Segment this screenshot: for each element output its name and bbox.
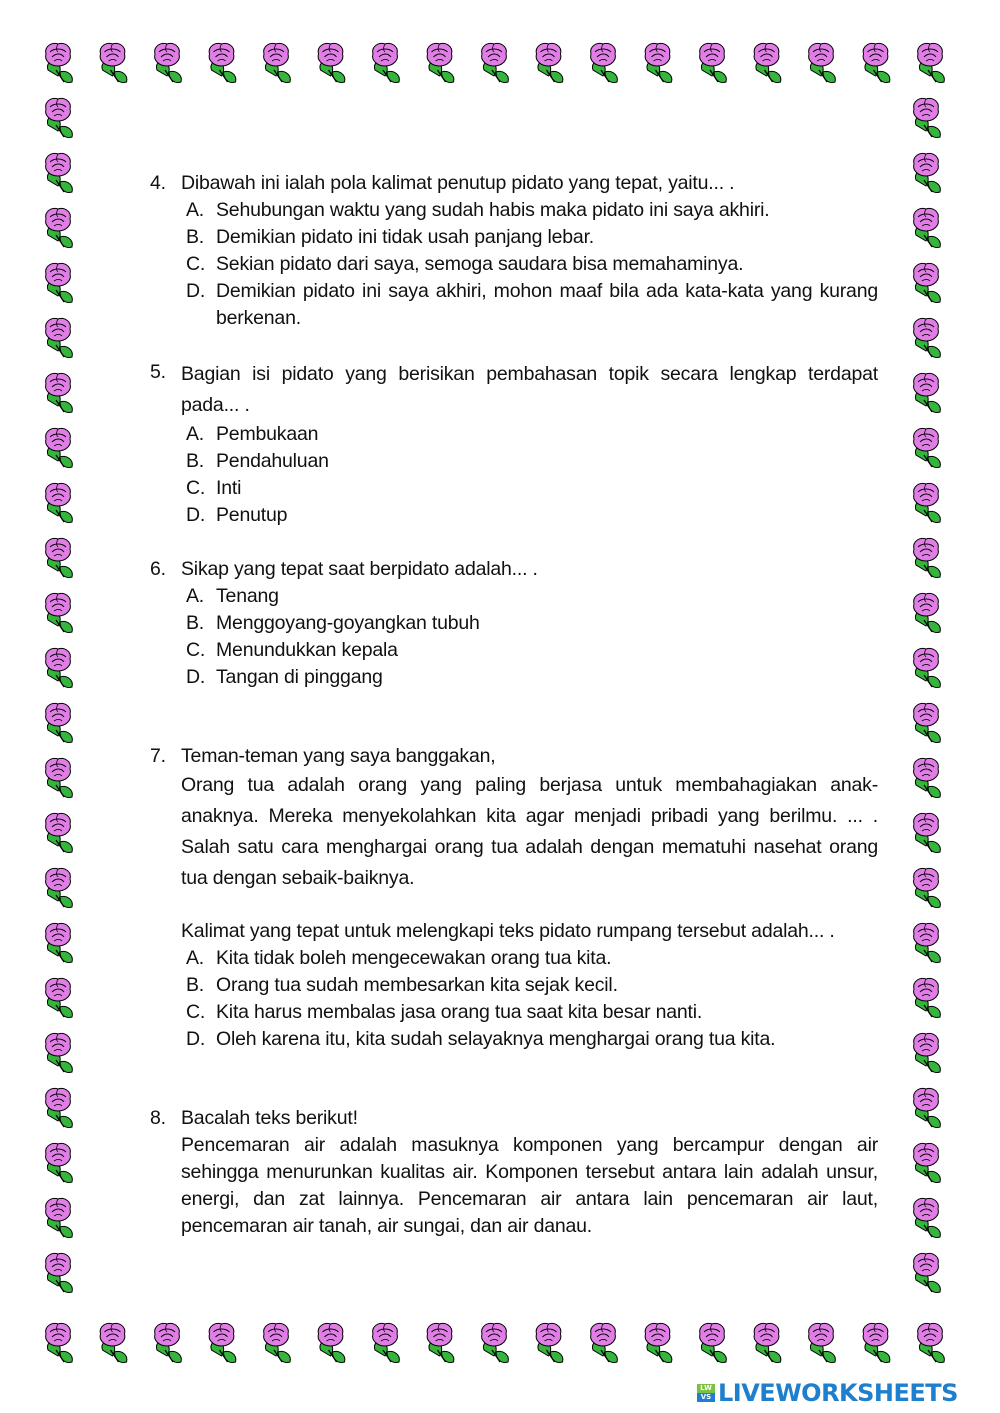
rose-flower-icon (264, 43, 291, 82)
rose-flower-icon (46, 483, 73, 522)
option-letter: A. (186, 199, 205, 221)
option-letter: C. (186, 253, 206, 275)
question-number: 6. (150, 558, 166, 580)
rose-flower-icon (46, 978, 73, 1017)
rose-flower-icon (46, 373, 73, 412)
rose-flower-icon (914, 318, 941, 357)
rose-flower-icon (914, 1143, 941, 1182)
option-b[interactable] (181, 972, 878, 999)
rose-flower-icon (46, 868, 73, 907)
rose-flower-icon (645, 1323, 672, 1362)
option-letter: C. (186, 1001, 206, 1023)
option-text: Penutup (216, 504, 288, 526)
rose-flower-icon (46, 98, 73, 137)
rose-flower-icon (700, 1323, 727, 1362)
rose-flower-icon (209, 43, 236, 82)
rose-flower-icon (155, 43, 182, 82)
option-letter: B. (186, 974, 205, 996)
option-text: Pembukaan (216, 423, 319, 445)
rose-flower-icon (914, 538, 941, 577)
option-text: Menundukkan kepala (216, 639, 398, 661)
option-a[interactable] (181, 421, 878, 448)
logo-text: LIVEWORKSHEETS (718, 1379, 958, 1407)
rose-flower-icon (863, 43, 890, 82)
option-letter: D. (186, 1028, 206, 1050)
speech-passage: Orang tua adalah orang yang paling berjasa untuk membahagiakan anak-anaknya. Mereka menyekolahkan kita agar menjadi pribadi yang berilmu. ... . Salah satu cara menghargai orang tua adalah dengan mematuhi nasehat orang tua dengan sebaik-baiknya. (181, 774, 878, 889)
rose-flower-icon (591, 43, 618, 82)
rose-flower-icon (914, 703, 941, 742)
option-text: Demikian pidato ini tidak usah panjang lebar. (216, 226, 595, 248)
rose-flower-icon (46, 153, 73, 192)
option-a[interactable] (181, 945, 878, 972)
rose-flower-icon (914, 483, 941, 522)
option-text: Kita tidak boleh mengecewakan orang tua kita. (216, 947, 612, 969)
rose-flower-icon (914, 1253, 941, 1292)
rose-flower-icon (46, 1198, 73, 1237)
rose-flower-icon (918, 43, 945, 82)
rose-flower-icon (914, 1198, 941, 1237)
rose-flower-icon (914, 98, 941, 137)
question-text: Bacalah teks berikut! (181, 1107, 358, 1129)
rose-flower-icon (536, 1323, 563, 1362)
option-text: Orang tua sudah membesarkan kita sejak kecil. (216, 974, 618, 996)
option-text: Tangan di pinggang (216, 666, 383, 688)
rose-flower-icon (700, 43, 727, 82)
option-text: Menggoyang-goyangkan tubuh (216, 612, 480, 634)
question-number: 4. (150, 172, 166, 194)
liveworksheets-logo (697, 1378, 958, 1408)
question-text: Sikap yang tepat saat berpidato adalah... . (181, 558, 538, 580)
question-4 (150, 170, 878, 332)
question-5 (150, 359, 878, 529)
rose-flower-icon (914, 648, 941, 687)
rose-flower-icon (155, 1323, 182, 1362)
option-text: Sehubungan waktu yang sudah habis maka pidato ini saya akhiri. (216, 199, 770, 221)
option-letter: D. (186, 280, 206, 302)
rose-flower-icon (914, 868, 941, 907)
rose-flower-icon (914, 923, 941, 962)
question-number: 8. (150, 1107, 166, 1129)
rose-flower-icon (46, 758, 73, 797)
rose-flower-icon (754, 1323, 781, 1362)
rose-flower-icon (100, 43, 127, 82)
option-letter: A. (186, 947, 205, 969)
option-text: Inti (216, 477, 242, 499)
rose-flower-icon (46, 593, 73, 632)
rose-flower-icon (46, 923, 73, 962)
rose-flower-icon (536, 43, 563, 82)
question-number: 7. (150, 745, 166, 767)
rose-flower-icon (373, 1323, 400, 1362)
question-text: Bagian isi pidato yang berisikan pembahasan topik secara lengkap terdapat pada... . (181, 363, 878, 416)
option-text: Kita harus membalas jasa orang tua saat kita besar nanti. (216, 1001, 703, 1023)
option-c[interactable] (181, 999, 878, 1026)
rose-flower-icon (914, 593, 941, 632)
question-number: 5. (150, 361, 166, 383)
option-letter: C. (186, 639, 206, 661)
rose-flower-icon (809, 43, 836, 82)
question-6 (150, 556, 878, 691)
option-letter: C. (186, 477, 206, 499)
rose-flower-icon (46, 43, 73, 82)
option-text: Sekian pidato dari saya, semoga saudara bisa memahaminya. (216, 253, 744, 275)
rose-flower-icon (46, 428, 73, 467)
worksheet-content (150, 170, 878, 1240)
rose-flower-icon (318, 43, 345, 82)
rose-flower-icon (373, 43, 400, 82)
option-c[interactable] (181, 637, 878, 664)
rose-flower-icon (46, 1253, 73, 1292)
logo-badge-icon: LW VS (697, 1384, 715, 1402)
option-text: Oleh karena itu, kita sudah selayaknya menghargai orang tua kita. (216, 1028, 776, 1050)
rose-flower-icon (209, 1323, 236, 1362)
question-prompt: Kalimat yang tepat untuk melengkapi teks pidato rumpang tersebut adalah... . (181, 920, 835, 942)
option-letter: B. (186, 226, 205, 248)
option-text: Tenang (216, 585, 279, 607)
question-8 (150, 1105, 878, 1240)
rose-flower-icon (914, 208, 941, 247)
option-letter: B. (186, 450, 205, 472)
rose-flower-icon (46, 1088, 73, 1127)
option-letter: A. (186, 423, 205, 445)
option-a[interactable] (181, 583, 878, 610)
option-b[interactable] (181, 610, 878, 637)
option-letter: D. (186, 666, 206, 688)
option-letter: B. (186, 612, 205, 634)
question-text: Dibawah ini ialah pola kalimat penutup pidato yang tepat, yaitu... . (181, 172, 735, 194)
rose-flower-icon (46, 538, 73, 577)
option-a[interactable] (181, 197, 878, 224)
option-letter: A. (186, 585, 205, 607)
rose-flower-icon (46, 1033, 73, 1072)
rose-flower-icon (914, 428, 941, 467)
question-7 (150, 743, 878, 1053)
option-text: Demikian pidato ini saya akhiri, mohon maaf bila ada kata-kata yang kurang berkenan. (216, 280, 878, 329)
rose-flower-icon (754, 43, 781, 82)
rose-flower-icon (914, 1033, 941, 1072)
rose-flower-icon (914, 758, 941, 797)
rose-flower-icon (809, 1323, 836, 1362)
option-d[interactable] (181, 1026, 878, 1053)
rose-flower-icon (318, 1323, 345, 1362)
option-c[interactable] (181, 475, 878, 502)
rose-flower-icon (645, 43, 672, 82)
rose-flower-icon (914, 978, 941, 1017)
rose-flower-icon (46, 1323, 73, 1362)
rose-flower-icon (482, 43, 509, 82)
option-b[interactable] (181, 448, 878, 475)
rose-flower-icon (591, 1323, 618, 1362)
option-d[interactable] (181, 664, 878, 691)
rose-flower-icon (914, 263, 941, 302)
option-b[interactable] (181, 224, 878, 251)
rose-flower-icon (914, 1088, 941, 1127)
rose-flower-icon (914, 813, 941, 852)
rose-flower-icon (46, 813, 73, 852)
rose-flower-icon (46, 208, 73, 247)
option-text: Pendahuluan (216, 450, 329, 472)
rose-flower-icon (914, 153, 941, 192)
rose-flower-icon (264, 1323, 291, 1362)
option-c[interactable] (181, 251, 878, 278)
rose-flower-icon (863, 1323, 890, 1362)
rose-flower-icon (918, 1323, 945, 1362)
rose-flower-icon (427, 43, 454, 82)
rose-flower-icon (46, 703, 73, 742)
rose-flower-icon (914, 373, 941, 412)
rose-flower-icon (427, 1323, 454, 1362)
rose-flower-icon (100, 1323, 127, 1362)
rose-flower-icon (482, 1323, 509, 1362)
rose-flower-icon (46, 318, 73, 357)
option-d[interactable] (181, 502, 878, 529)
option-letter: D. (186, 504, 206, 526)
rose-flower-icon (46, 648, 73, 687)
rose-flower-icon (46, 1143, 73, 1182)
rose-flower-icon (46, 263, 73, 302)
question-text: Teman-teman yang saya banggakan, (181, 745, 496, 767)
reading-passage: Pencemaran air adalah masuknya komponen yang bercampur dengan air sehingga menurunkan kualitas air. Komponen tersebut antara lain adalah unsur, energi, dan zat lainnya. Pencemaran air antara lain pencemaran air laut, pencemaran air tanah, air sungai, dan air danau. (181, 1134, 878, 1237)
option-d[interactable] (181, 278, 878, 332)
